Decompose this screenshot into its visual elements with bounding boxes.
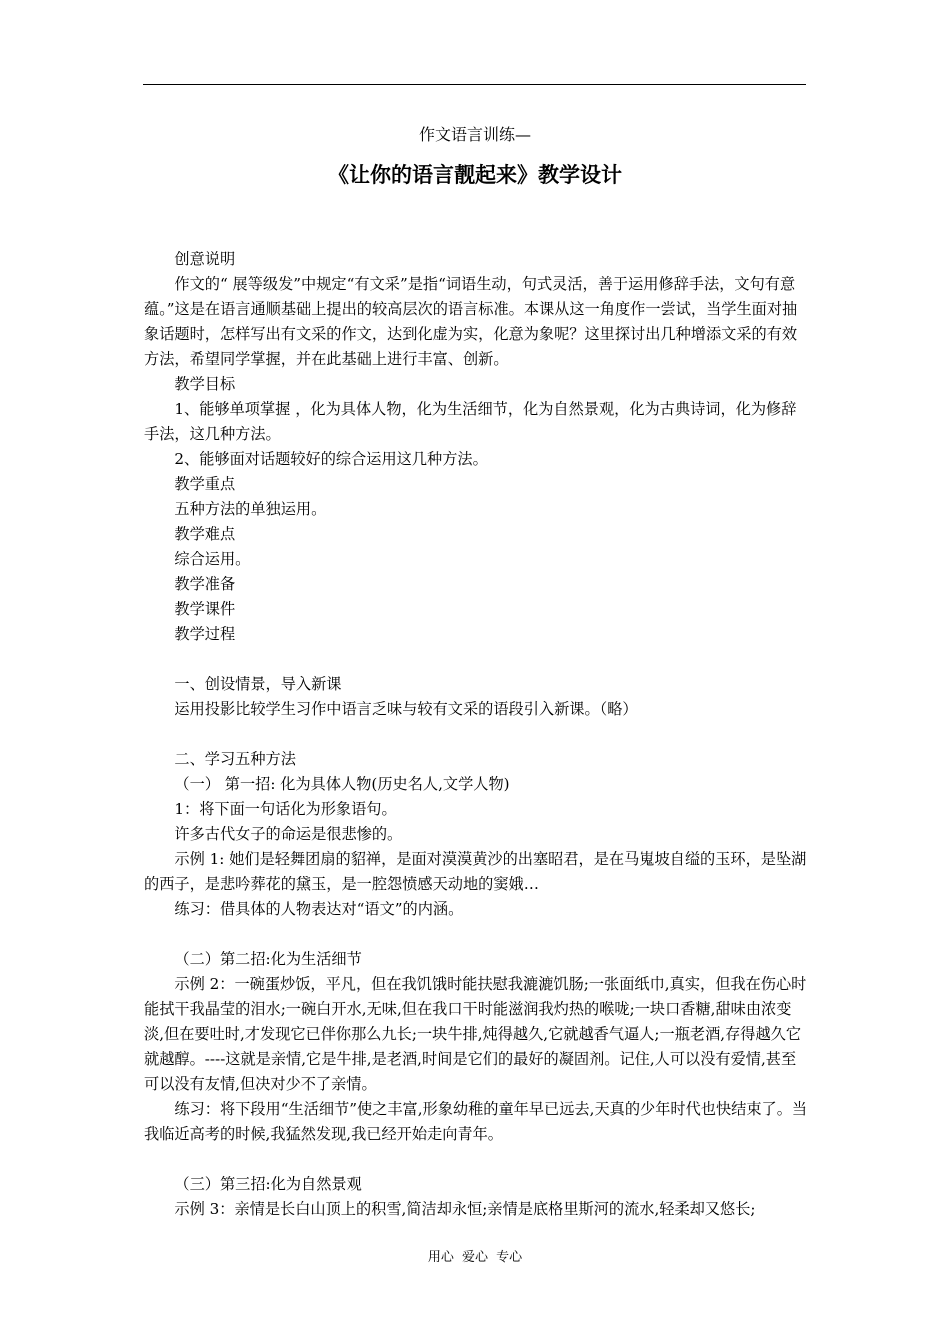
step-heading-2: 二、学习五种方法 [174, 750, 296, 768]
example-1: 示例 1: 她们是轻舞团扇的貂禅，是面对漠漠黄沙的出塞昭君，是在马嵬坡自缢的玉环，是坠湖的西子，是悲吟葬花的黛玉，是一腔怨愤感天动地的窦娥… [144, 850, 807, 893]
blank-line [144, 647, 808, 672]
section-heading-key-points: 教学重点 [174, 475, 236, 493]
document-title: 《让你的语言靓起来》教学设计 [328, 162, 622, 187]
section-heading-creative-note: 创意说明 [174, 250, 236, 268]
section-heading-difficulties: 教学难点 [174, 525, 236, 543]
paragraph-step-1: 运用投影比较学生习作中语言乏味与较有文采的语段引入新课。（略） [174, 700, 638, 718]
example-3: 示例 3：亲情是长白山顶上的积雪,简洁却永恒;亲情是底格里斯河的流水,轻柔却又悠长; [174, 1200, 756, 1218]
section-heading-objectives: 教学目标 [174, 375, 236, 393]
section-heading-preparation: 教学准备 [174, 575, 236, 593]
paragraph-difficulties: 综合运用。 [174, 550, 251, 568]
objective-item-1: 1、能够单项掌握 ，化为具体人物，化为生活细节，化为自然景观，化为古典诗词，化为修辞手法，这几种方法。 [144, 400, 797, 443]
document-subtitle: 作文语言训练— [418, 125, 531, 144]
practice-1: 练习：借具体的人物表达对“语文”的内涵。 [174, 900, 464, 918]
section-heading-process: 教学过程 [174, 625, 236, 643]
document-body [144, 247, 808, 1222]
exercise-sentence-1: 许多古代女子的命运是很悲惨的。 [174, 825, 403, 843]
step-heading-1: 一、创设情景，导入新课 [174, 675, 342, 693]
blank-line [144, 722, 808, 747]
paragraph-preparation: 教学课件 [174, 600, 236, 618]
method-heading-3: （三）第三招:化为自然景观 [174, 1175, 362, 1193]
exercise-prompt-1: 1：将下面一句话化为形象语句。 [174, 800, 397, 818]
blank-line [144, 922, 808, 947]
example-2: 示例 2：一碗蛋炒饭，平凡，但在我饥饿时能扶慰我漉漉饥肠;一张面纸巾,真实，但我在伤心时能拭干我晶莹的泪水;一碗白开水,无味,但在我口干时能滋润我灼热的喉咙;一块口香糖,甜味由浓变淡,但在要吐时,才发现它已伴你那么九长;一块牛排,炖得越久,它就越香气逼人;一瓶老酒,存得越久它就越醇。----这就是亲情,它是牛排,是老酒,时间是它们的最好的凝固剂。记住,人可以没有爱情,甚至可以没有友情,但决对少不了亲情。 [144, 975, 807, 1093]
blank-line [144, 1147, 808, 1172]
page-footer: 用心 爱心 专心 [427, 1250, 523, 1265]
paragraph-creative-note: 作文的“ 展等级发”中规定“有文采”是指“词语生动，句式灵活，善于运用修辞手法，文句有意蕴。”这是在语言通顺基础上提出的较高层次的语言标准。本课从这一角度作一尝试，当学生面对抽象话题时，怎样写出有文采的作文，达到化虚为实，化意为象呢？这里探讨出几种增添文采的有效方法，希望同学掌握，并在此基础上进行丰富、创新。 [144, 275, 798, 368]
objective-item-2: 2、能够面对话题较好的综合运用这几种方法。 [174, 450, 488, 468]
practice-2: 练习：将下段用“生活细节”使之丰富,形象幼稚的童年早已远去,天真的少年时代也快结束了。当我临近高考的时候,我猛然发现,我已经开始走向青年。 [144, 1100, 808, 1143]
paragraph-key-points: 五种方法的单独运用。 [174, 500, 327, 518]
header-rule [143, 84, 806, 85]
method-heading-2: （二）第二招:化为生活细节 [174, 950, 362, 968]
method-heading-1: （一） 第一招: 化为具体人物(历史名人,文学人物) [174, 775, 510, 793]
